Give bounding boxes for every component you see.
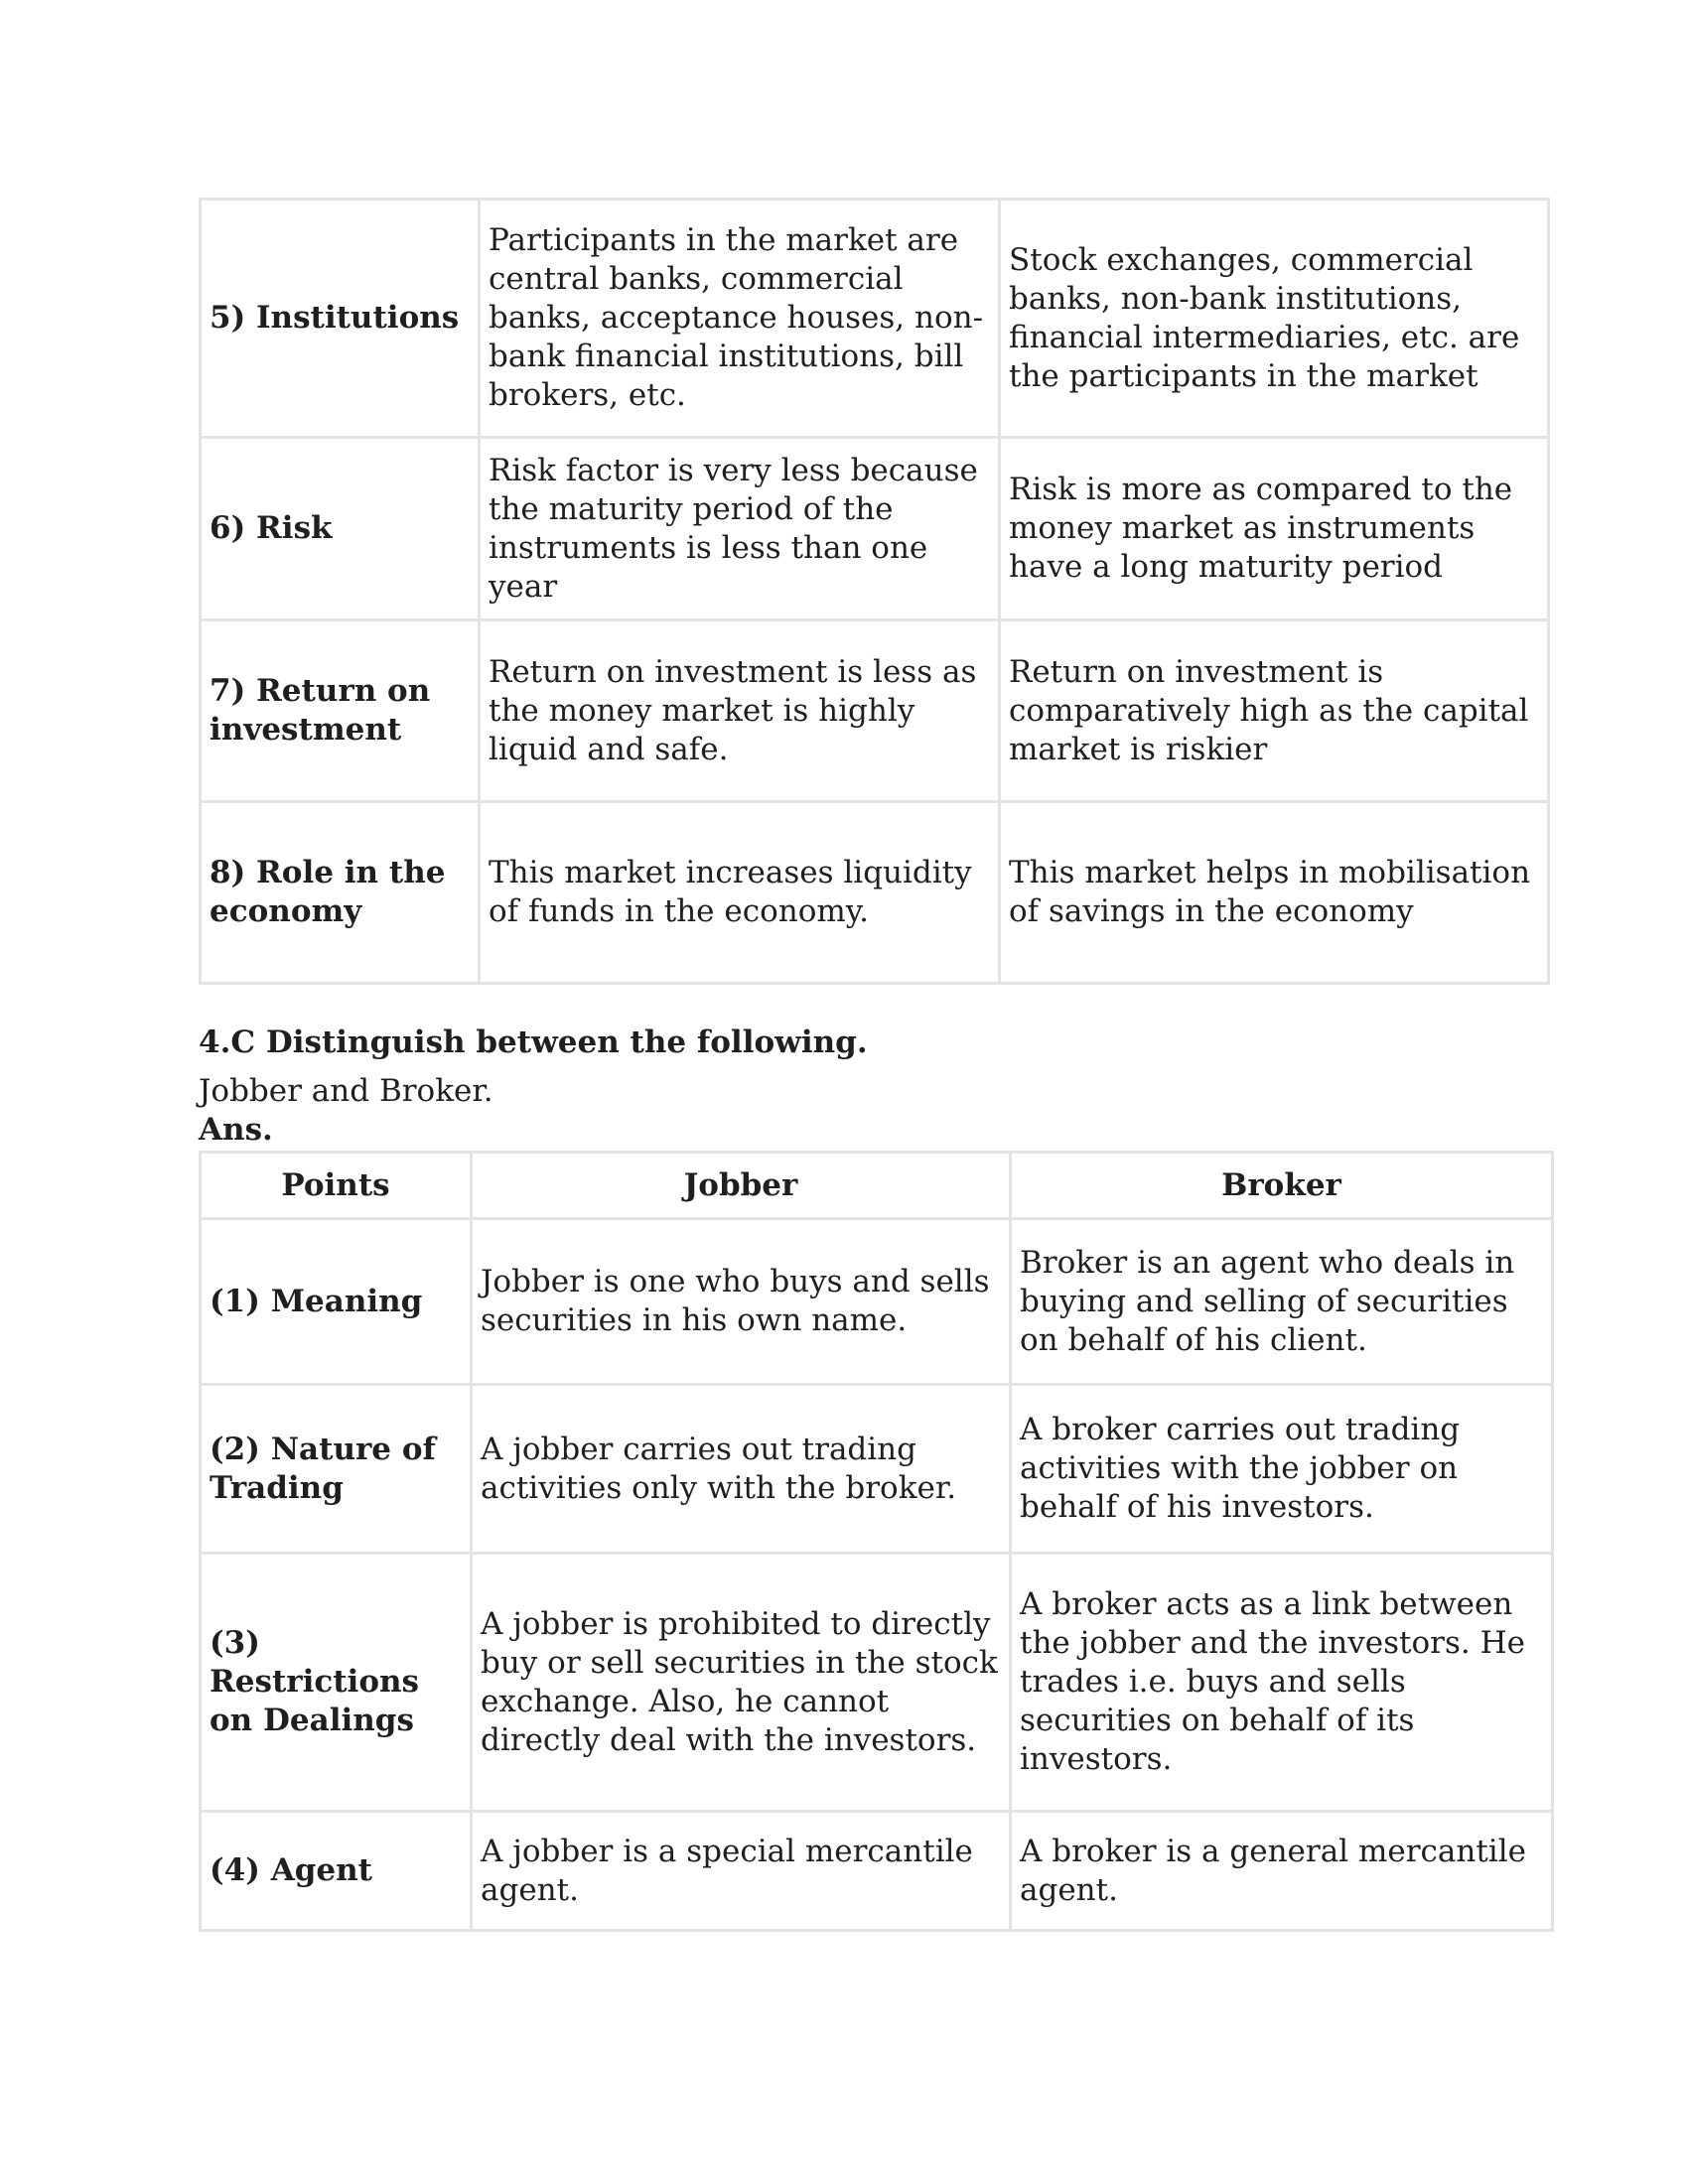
question-heading: 4.C Distinguish between the following. [199,1024,868,1060]
point-cell: (1) Meaning [201,1219,472,1385]
capital-market-cell: Stock exchanges, commercial banks, non-bank institutions, financial intermediaries, etc. are the participants in the market [1000,200,1549,438]
question-text: Jobber and Broker. [199,1073,493,1109]
broker-cell: A broker acts as a link between the jobber and the investors. He trades i.e. buys and sells securities on behalf of its investors. [1011,1554,1553,1812]
jobber-cell: Jobber is one who buys and sells securities in his own name. [472,1219,1011,1385]
table-row [201,620,1549,802]
point-cell: (4) Agent [201,1812,472,1931]
column-header-points: Points [201,1153,472,1219]
jobber-cell: A jobber is prohibited to directly buy or sell securities in the stock exchange. Also, he cannot directly deal with the investors. [472,1554,1011,1812]
table-row [201,1554,1553,1812]
point-cell: (2) Nature of Trading [201,1385,472,1554]
table-row [201,200,1549,438]
money-market-cell: Participants in the market are central banks, commercial banks, acceptance houses, non-bank financial institutions, bill brokers, etc. [480,200,1000,438]
jobber-vs-broker-table [199,1151,1554,1932]
table-row [201,1219,1553,1385]
jobber-cell: A jobber carries out trading activities only with the broker. [472,1385,1011,1554]
point-cell: 5) Institutions [201,200,480,438]
money-market-cell: This market increases liquidity of funds in the economy. [480,802,1000,984]
broker-cell: Broker is an agent who deals in buying and selling of securities on behalf of his client. [1011,1219,1553,1385]
capital-market-cell: Risk is more as compared to the money market as instruments have a long maturity period [1000,438,1549,620]
capital-market-cell: Return on investment is comparatively high as the capital market is riskier [1000,620,1549,802]
table-row [201,438,1549,620]
money-market-cell: Return on investment is less as the money market is highly liquid and safe. [480,620,1000,802]
table-header-row [201,1153,1553,1219]
point-cell: (3) Restrictions on Dealings [201,1554,472,1812]
broker-cell: A broker carries out trading activities with the jobber on behalf of his investors. [1011,1385,1553,1554]
table-row [201,1812,1553,1931]
point-cell: 8) Role in the economy [201,802,480,984]
point-cell: 6) Risk [201,438,480,620]
broker-cell: A broker is a general mercantile agent. [1011,1812,1553,1931]
capital-market-cell: This market helps in mobilisation of savings in the economy [1000,802,1549,984]
money-market-cell: Risk factor is very less because the maturity period of the instruments is less than one year [480,438,1000,620]
column-header-broker: Broker [1011,1153,1553,1219]
money-vs-capital-market-table [199,198,1550,985]
point-cell: 7) Return on investment [201,620,480,802]
table-row [201,802,1549,984]
table-row [201,1385,1553,1554]
jobber-cell: A jobber is a special mercantile agent. [472,1812,1011,1931]
answer-label: Ans. [199,1112,273,1148]
column-header-jobber: Jobber [472,1153,1011,1219]
